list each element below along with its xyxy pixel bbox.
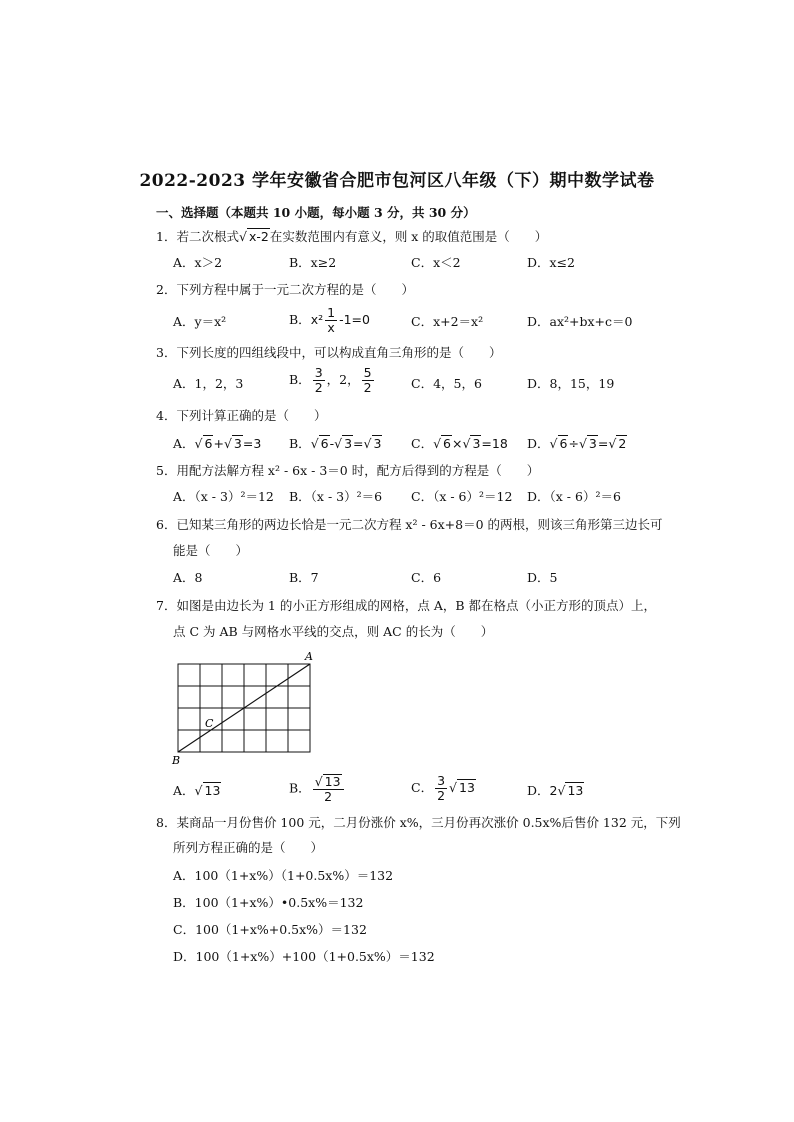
q4-d-label: D． bbox=[527, 436, 550, 451]
page-title: 2022-2023 学年安徽省合肥市包河区八年级（下）期中数学试卷 bbox=[139, 171, 655, 191]
grid-figure bbox=[170, 648, 330, 768]
q8-option-a: A．100（1+x%）（1+0.5x%）＝132 bbox=[173, 868, 394, 883]
q3-b-label: B． bbox=[289, 372, 311, 387]
q4-c-operator: × bbox=[452, 436, 463, 451]
radical-sign: √ bbox=[238, 229, 247, 244]
q3-b-fraction-2 bbox=[362, 366, 374, 395]
point-a-label: A bbox=[305, 650, 313, 663]
q1-option-d: D．x≤2 bbox=[527, 255, 575, 270]
q3-b-denominator-1: 2 bbox=[314, 380, 323, 395]
q1-option-a: A．x＞2 bbox=[173, 255, 223, 270]
q4-a-radicand-2: 3 bbox=[233, 436, 242, 451]
question-5-stem: 5．用配方法解方程 x² - 6x - 3＝0 时，配方后得到的方程是（ ） bbox=[156, 463, 540, 478]
question-1-stem bbox=[156, 228, 547, 245]
q5-option-b: B．（x - 3）²＝6 bbox=[289, 489, 383, 504]
q3-option-b bbox=[289, 366, 376, 395]
q2-option-b bbox=[289, 306, 370, 335]
q4-a-result: =3 bbox=[242, 436, 262, 451]
q2-b-label: B． bbox=[289, 312, 311, 327]
point-b-label: B bbox=[172, 754, 181, 767]
question-2-stem: 2．下列方程中属于一元二次方程的是（ ） bbox=[156, 282, 414, 297]
q1-option-c: C．x＜2 bbox=[411, 255, 461, 270]
q4-c-radicand-2: 3 bbox=[472, 436, 481, 451]
question-7-stem-cont: 点 C 为 AB 与网格水平线的交点，则 AC 的长为（ ） bbox=[173, 624, 494, 639]
radical-sign: √ bbox=[433, 436, 442, 451]
q7-b-radicand: 13 bbox=[324, 774, 341, 789]
q2-option-c: C．x+2＝x² bbox=[411, 314, 484, 329]
q4-b-radicand-3: 3 bbox=[373, 436, 382, 451]
q4-c-result: =18 bbox=[481, 436, 508, 451]
radical-sign: √ bbox=[557, 783, 566, 798]
q8-option-c: C．100（1+x%+0.5x%）＝132 bbox=[173, 922, 367, 937]
q4-c-radicand-1: 6 bbox=[443, 436, 451, 451]
q7-c-numerator: 3 bbox=[437, 773, 446, 788]
radical-sign: √ bbox=[578, 436, 587, 451]
q1-option-b: B．x≥2 bbox=[289, 255, 337, 270]
q6-option-c: C．6 bbox=[411, 570, 442, 585]
q2-b-numerator: 1 bbox=[327, 305, 336, 320]
q4-d-radicand-2: 3 bbox=[588, 436, 597, 451]
q4-d-operator: ÷ bbox=[568, 436, 579, 451]
q5-option-c: C．（x - 6）²＝12 bbox=[411, 489, 513, 504]
q1-text-post: 在实数范围内有意义，则 x 的取值范围是（ ） bbox=[269, 229, 548, 244]
q3-b-fraction-1 bbox=[313, 366, 325, 395]
q7-b-numerator bbox=[313, 774, 344, 790]
radical-sign: √ bbox=[310, 436, 319, 451]
q2-b-fraction bbox=[325, 306, 337, 335]
q5-option-a: A．（x - 3）²＝12 bbox=[173, 489, 274, 504]
q2-b-expr1: x² bbox=[310, 312, 324, 327]
radical-sign: √ bbox=[608, 436, 617, 451]
q3-b-mid: ，2， bbox=[326, 372, 360, 387]
q7-b-denominator: 2 bbox=[324, 789, 333, 804]
q4-a-label: A． bbox=[173, 436, 195, 451]
q7-c-radicand: 13 bbox=[459, 780, 475, 795]
radical-sign: √ bbox=[314, 774, 323, 789]
q7-b-label: B． bbox=[289, 780, 311, 796]
q7-d-radicand: 13 bbox=[567, 783, 584, 798]
q4-d-radicand-1: 6 bbox=[559, 436, 568, 451]
q8-option-d: D．100（1+x%）+100（1+0.5x%）＝132 bbox=[173, 949, 435, 964]
q2-b-denominator: x bbox=[327, 320, 335, 335]
q6-option-d: D．5 bbox=[527, 570, 558, 585]
q4-b-equals: = bbox=[353, 436, 364, 451]
radical-sign: √ bbox=[449, 780, 457, 795]
question-8-stem-cont: 所列方程正确的是（ ） bbox=[173, 840, 324, 855]
q4-b-operator: - bbox=[329, 436, 335, 451]
q3-b-numerator-1: 3 bbox=[314, 365, 323, 380]
q4-d-radicand-3: 2 bbox=[618, 436, 627, 451]
q6-option-b: B．7 bbox=[289, 570, 319, 585]
q7-d-coefficient: 2 bbox=[549, 783, 558, 798]
q3-b-denominator-2: 2 bbox=[363, 380, 372, 395]
q4-b-radicand-2: 3 bbox=[344, 436, 353, 451]
question-8-stem: 8．某商品一月份售价 100 元，二月份涨价 x%，三月份再次涨价 0.5x%后售价 132 元，下列 bbox=[156, 815, 681, 830]
q3-option-d: D．8，15，19 bbox=[527, 376, 615, 391]
q4-option-c bbox=[411, 435, 508, 452]
q7-option-a bbox=[173, 782, 221, 799]
q8-option-b: B．100（1+x%）•0.5x%＝132 bbox=[173, 895, 364, 910]
q4-a-operator: + bbox=[213, 436, 224, 451]
q4-b-radicand-1: 6 bbox=[320, 436, 329, 451]
q4-option-b bbox=[289, 435, 382, 452]
question-6-stem: 6．已知某三角形的两边长恰是一元二次方程 x² - 6x+8＝0 的两根，则该三角形第三边长可 bbox=[156, 517, 663, 532]
q4-d-equals: = bbox=[597, 436, 609, 451]
q7-option-b bbox=[289, 774, 346, 804]
q7-option-c bbox=[411, 774, 476, 803]
question-4-stem: 4．下列计算正确的是（ ） bbox=[156, 408, 327, 423]
q7-c-denominator: 2 bbox=[437, 788, 446, 803]
q3-option-c: C．4，5，6 bbox=[411, 376, 482, 391]
q4-option-a bbox=[173, 435, 261, 452]
q7-c-label: C． bbox=[411, 780, 434, 795]
q2-option-a: A．y＝x² bbox=[173, 314, 227, 329]
radical-sign: √ bbox=[334, 436, 343, 451]
q7-a-radicand: 13 bbox=[204, 783, 221, 798]
q2-b-expr2: -1=0 bbox=[339, 312, 370, 327]
q7-b-fraction bbox=[313, 774, 344, 804]
radical-sign: √ bbox=[363, 436, 372, 451]
q1-radicand: x-2 bbox=[248, 229, 269, 244]
radical-sign: √ bbox=[462, 436, 471, 451]
q4-a-radicand-1: 6 bbox=[204, 436, 213, 451]
q7-option-d bbox=[527, 782, 584, 799]
point-c-label: C bbox=[205, 717, 214, 730]
radical-sign: √ bbox=[194, 783, 203, 798]
question-3-stem: 3．下列长度的四组线段中，可以构成直角三角形的是（ ） bbox=[156, 345, 502, 360]
q3-option-a: A．1，2，3 bbox=[173, 376, 244, 391]
radical-sign: √ bbox=[223, 436, 232, 451]
q1-text-pre: 1．若二次根式 bbox=[156, 229, 239, 244]
question-7-stem: 7．如图是由边长为 1 的小正方形组成的网格，点 A，B 都在格点（小正方形的顶点）上， bbox=[156, 598, 657, 613]
q7-a-label: A． bbox=[173, 783, 195, 798]
q3-b-numerator-2: 5 bbox=[363, 365, 372, 380]
question-6-stem-cont: 能是（ ） bbox=[173, 543, 249, 558]
q7-c-fraction bbox=[435, 774, 447, 803]
q2-option-d: D．ax²+bx+c＝0 bbox=[527, 314, 633, 329]
radical-sign: √ bbox=[194, 436, 203, 451]
section-heading: 一、选择题（本题共 10 小题，每小题 3 分，共 30 分） bbox=[156, 205, 476, 220]
q4-c-label: C． bbox=[411, 436, 434, 451]
q4-b-label: B． bbox=[289, 436, 311, 451]
q6-option-a: A．8 bbox=[173, 570, 203, 585]
q7-d-label: D． bbox=[527, 783, 550, 798]
radical-sign: √ bbox=[549, 436, 558, 451]
q5-option-d: D．（x - 6）²＝6 bbox=[527, 489, 621, 504]
q4-option-d bbox=[527, 435, 627, 452]
